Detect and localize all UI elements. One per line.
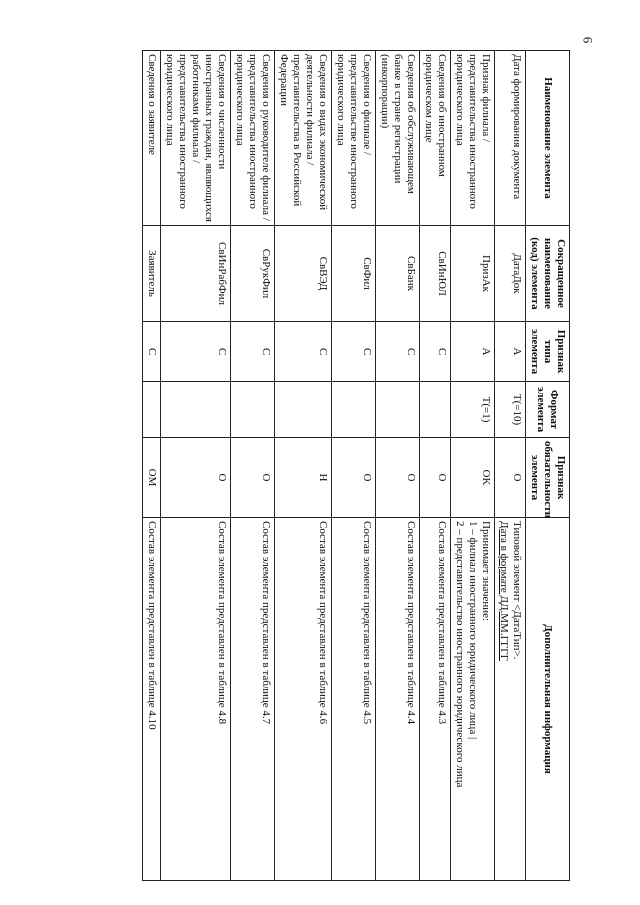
rotated-table-container xyxy=(146,50,570,880)
cell-info: Состав элемента представлен в таблице 4.5 xyxy=(332,518,376,881)
header-element-format: Формат элемента xyxy=(526,382,570,438)
cell-format xyxy=(376,382,420,438)
cell-code: СвФил xyxy=(332,226,376,322)
cell-type: С xyxy=(143,322,161,382)
cell-format: T(=10) xyxy=(495,382,526,438)
header-element-type: Признак типа элемента xyxy=(526,322,570,382)
cell-required: O xyxy=(420,438,451,518)
cell-name: Дата формирования документа xyxy=(495,51,526,226)
cell-name: Признак филиала / представительства иностранного юридического лица xyxy=(451,51,495,226)
cell-info: Состав элемента представлен в таблице 4.8 xyxy=(161,518,231,881)
cell-name: Сведения о руководителе филиала / представительства иностранного юридического лица xyxy=(231,51,275,226)
cell-type: С xyxy=(231,322,275,382)
header-element-code: Сокращенное наименование (код) элемента xyxy=(526,226,570,322)
table-row xyxy=(275,51,332,881)
cell-type: С xyxy=(376,322,420,382)
cell-name: Сведения о заявителе xyxy=(143,51,161,226)
cell-format xyxy=(275,382,332,438)
cell-type: С xyxy=(332,322,376,382)
cell-required: O xyxy=(376,438,420,518)
table-row xyxy=(495,51,526,881)
cell-format xyxy=(143,382,161,438)
cell-code: Заявитель xyxy=(143,226,161,322)
cell-info: Состав элемента представлен в таблице 4.7 xyxy=(231,518,275,881)
table-row xyxy=(420,51,451,881)
table-row xyxy=(332,51,376,881)
cell-required: OK xyxy=(451,438,495,518)
cell-type: С xyxy=(420,322,451,382)
header-element-name: Наименование элемента xyxy=(526,51,570,226)
cell-info-line: Дата в формате ДД.ММ.ГГГГ xyxy=(498,521,510,662)
cell-name: Сведения о филиале / представительстве иностранного юридического лица xyxy=(332,51,376,226)
table-row xyxy=(143,51,161,881)
cell-code: СвИнРабФил xyxy=(161,226,231,322)
cell-type: С xyxy=(275,322,332,382)
cell-format xyxy=(332,382,376,438)
cell-required: O xyxy=(332,438,376,518)
cell-format xyxy=(420,382,451,438)
cell-required: O xyxy=(231,438,275,518)
cell-info xyxy=(495,518,526,881)
cell-code: СвВЭД xyxy=(275,226,332,322)
cell-code: СвРукФил xyxy=(231,226,275,322)
cell-code: СвБанк xyxy=(376,226,420,322)
cell-code: ПризАк xyxy=(451,226,495,322)
cell-name: Сведения о численности иностранных граждан, являющихся работниками филиала / представительства иностранного юридического лица xyxy=(161,51,231,226)
cell-format xyxy=(231,382,275,438)
table-row xyxy=(451,51,495,881)
cell-required: O xyxy=(495,438,526,518)
cell-code: СвИнЮЛ xyxy=(420,226,451,322)
header-element-required: Признак обязательности элемента xyxy=(526,438,570,518)
cell-info: Состав элемента представлен в таблице 4.6 xyxy=(275,518,332,881)
cell-name: Сведения об обслуживающем банке в стране регистрации (инкорпорации) xyxy=(376,51,420,226)
cell-type: A xyxy=(451,322,495,382)
table-row xyxy=(161,51,231,881)
cell-required: O xyxy=(161,438,231,518)
table-row xyxy=(376,51,420,881)
cell-required: Н xyxy=(275,438,332,518)
elements-table xyxy=(142,50,570,881)
cell-info: Принимает значение: 1 – филиал иностранного юридического лица | 2 – представительство иностранного юридического лица xyxy=(451,518,495,881)
cell-type: A xyxy=(495,322,526,382)
cell-name: Сведения об иностранном юридическом лице xyxy=(420,51,451,226)
table-header-row xyxy=(526,51,570,881)
cell-name: Сведения о видах экономической деятельности филиала / представительства в Российской Федерации xyxy=(275,51,332,226)
cell-info-line: Типовой элемент <ДатаТип>. xyxy=(511,521,523,660)
cell-type: С xyxy=(161,322,231,382)
header-additional-info: Дополнительная информация xyxy=(526,518,570,881)
page-number: 6 xyxy=(580,36,596,44)
cell-info: Состав элемента представлен в таблице 4.3 xyxy=(420,518,451,881)
cell-required: OM xyxy=(143,438,161,518)
cell-info: Состав элемента представлен в таблице 4.4 xyxy=(376,518,420,881)
cell-format xyxy=(161,382,231,438)
cell-code: ДатаДок xyxy=(495,226,526,322)
table-row xyxy=(231,51,275,881)
cell-format: T(=1) xyxy=(451,382,495,438)
cell-info: Состав элемента представлен в таблице 4.10 xyxy=(143,518,161,881)
